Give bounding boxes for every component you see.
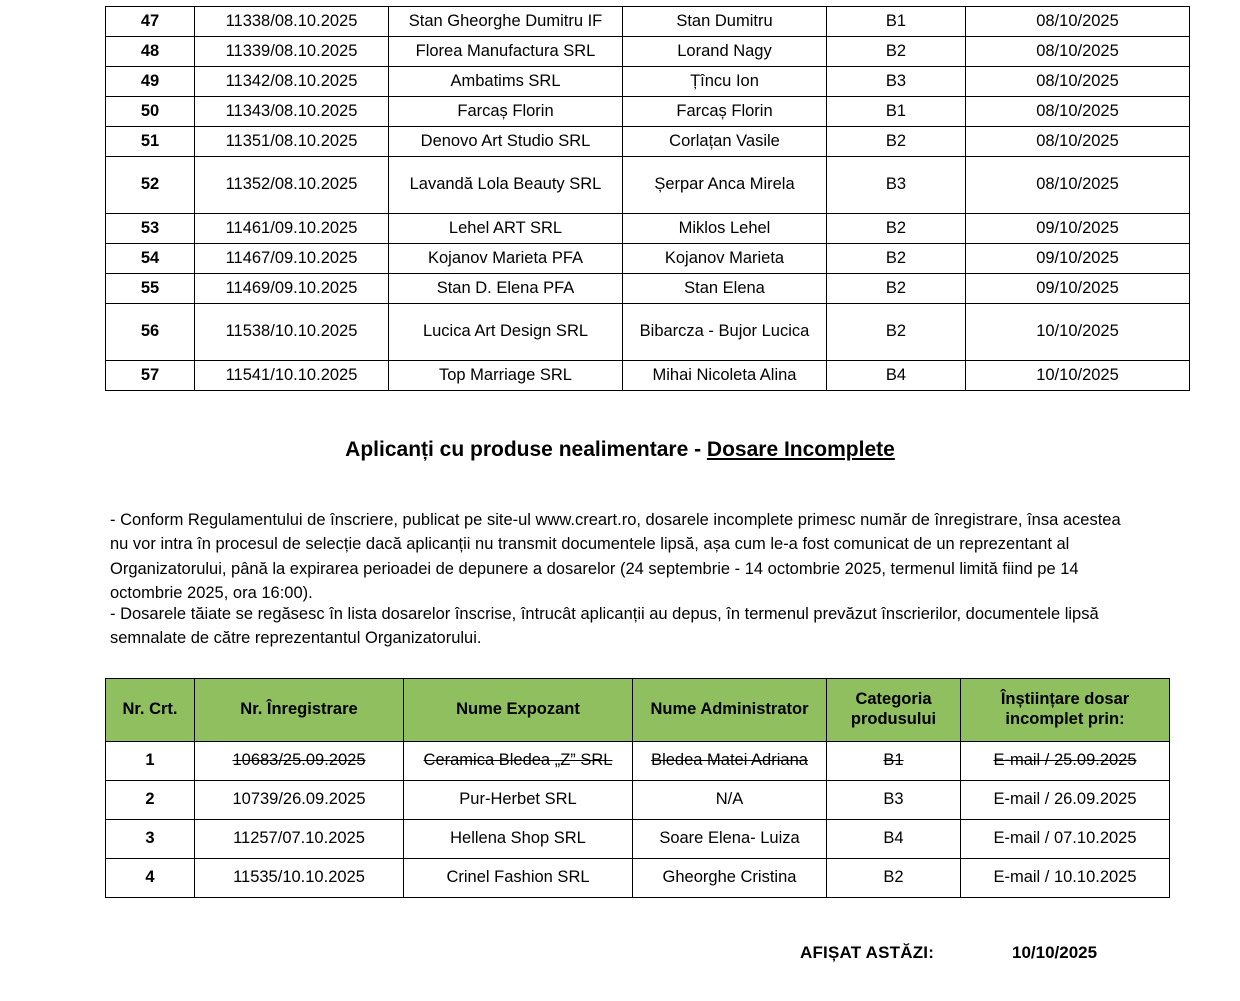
paragraph-regulation-note: - Conform Regulamentului de înscriere, publicat pe site-ul www.creart.ro, dosarele incomplete primesc număr de înregistrare, însa acestea nu vor intra în procesul de selecție dacă aplicanții nu transmit documentele lipsă, așa cum le-a fost comunicat de un reprezentant al Organizatorului, până la expirarea perioadei de depunere a dosarelor (24 septembrie - 14 octombrie 2025, termenul limită fiind pe 14 octombrie 2025, ora 16:00). [110, 511, 1121, 602]
incomplete-files-table [105, 678, 1170, 898]
cell-category: B1 [827, 7, 966, 37]
cell-exhibitor-name: Florea Manufactura SRL [389, 37, 623, 67]
cell-registration-number: 11538/10.10.2025 [195, 304, 389, 361]
incomplete-files-body [106, 742, 1170, 898]
cell-date: 10/10/2025 [966, 361, 1190, 391]
cell-nr: 3 [106, 820, 195, 859]
header-administrator-name: Nume Administrator [633, 679, 827, 742]
posted-today-date: 10/10/2025 [1012, 943, 1098, 962]
cell-nr: 56 [106, 304, 195, 361]
table-row [106, 97, 1190, 127]
section-title-underlined: Dosare Incomplete [706, 438, 895, 461]
cell-date: 09/10/2025 [966, 274, 1190, 304]
cell-administrator-name: Țîncu Ion [623, 67, 827, 97]
header-category: Categoria produsului [827, 679, 961, 742]
cell-category: B4 [827, 361, 966, 391]
cell-date: 09/10/2025 [966, 214, 1190, 244]
cell-nr: 47 [106, 7, 195, 37]
cell-date: 09/10/2025 [966, 244, 1190, 274]
incomplete-files-header [106, 679, 1170, 742]
cell-registration-number: 11338/08.10.2025 [195, 7, 389, 37]
header-nr: Nr. Crt. [106, 679, 195, 742]
cell-date: 08/10/2025 [966, 37, 1190, 67]
cell-notification: E-mail / 07.10.2025 [961, 820, 1170, 859]
cell-administrator-name: Bledea Matei Adriana [633, 742, 827, 781]
cell-exhibitor-name: Ambatims SRL [389, 67, 623, 97]
cell-nr: 55 [106, 274, 195, 304]
cell-nr: 57 [106, 361, 195, 391]
cell-administrator-name: Mihai Nicoleta Alina [623, 361, 827, 391]
cell-administrator-name: N/A [633, 781, 827, 820]
section-title [0, 438, 1240, 462]
table-row [106, 37, 1190, 67]
cell-category: B2 [827, 214, 966, 244]
cell-category: B2 [827, 304, 966, 361]
cell-nr: 52 [106, 157, 195, 214]
cell-administrator-name: Stan Dumitru [623, 7, 827, 37]
cell-registration-number: 10739/26.09.2025 [195, 781, 404, 820]
cell-exhibitor-name: Pur-Herbet SRL [404, 781, 633, 820]
cell-category: B3 [827, 67, 966, 97]
cell-exhibitor-name: Top Marriage SRL [389, 361, 623, 391]
cell-nr: 51 [106, 127, 195, 157]
cell-nr: 49 [106, 67, 195, 97]
cell-exhibitor-name: Kojanov Marieta PFA [389, 244, 623, 274]
cell-registration-number: 11352/08.10.2025 [195, 157, 389, 214]
cell-exhibitor-name: Lehel ART SRL [389, 214, 623, 244]
cell-registration-number: 11257/07.10.2025 [195, 820, 404, 859]
cell-nr: 54 [106, 244, 195, 274]
cell-exhibitor-name: Ceramica Bledea „Z” SRL [404, 742, 633, 781]
cell-nr: 50 [106, 97, 195, 127]
cell-administrator-name: Stan Elena [623, 274, 827, 304]
table-row [106, 244, 1190, 274]
table-row [106, 127, 1190, 157]
cell-date: 10/10/2025 [966, 304, 1190, 361]
table-row [106, 7, 1190, 37]
table-row [106, 781, 1170, 820]
cell-category: B2 [827, 37, 966, 67]
cell-exhibitor-name: Stan Gheorghe Dumitru IF [389, 7, 623, 37]
cell-registration-number: 11469/09.10.2025 [195, 274, 389, 304]
cell-notification: E-mail / 10.10.2025 [961, 859, 1170, 898]
cell-administrator-name: Bibarcza - Bujor Lucica [623, 304, 827, 361]
cell-registration-number: 10683/25.09.2025 [195, 742, 404, 781]
cell-category: B3 [827, 157, 966, 214]
table-row [106, 742, 1170, 781]
table-row [106, 67, 1190, 97]
cell-registration-number: 11342/08.10.2025 [195, 67, 389, 97]
cell-administrator-name: Miklos Lehel [623, 214, 827, 244]
cell-registration-number: 11339/08.10.2025 [195, 37, 389, 67]
table-row [106, 859, 1170, 898]
cell-date: 08/10/2025 [966, 97, 1190, 127]
cell-notification: E-mail / 25.09.2025 [961, 742, 1170, 781]
cell-nr: 53 [106, 214, 195, 244]
cell-exhibitor-name: Farcaș Florin [389, 97, 623, 127]
table-row [106, 304, 1190, 361]
cell-category: B2 [827, 244, 966, 274]
cell-registration-number: 11535/10.10.2025 [195, 859, 404, 898]
registered-applicants-body [106, 7, 1190, 391]
cell-nr: 4 [106, 859, 195, 898]
cell-nr: 2 [106, 781, 195, 820]
cell-nr: 48 [106, 37, 195, 67]
cell-notification: E-mail / 26.09.2025 [961, 781, 1170, 820]
cell-exhibitor-name: Stan D. Elena PFA [389, 274, 623, 304]
cell-category: B1 [827, 742, 961, 781]
cell-date: 08/10/2025 [966, 67, 1190, 97]
cell-administrator-name: Lorand Nagy [623, 37, 827, 67]
header-exhibitor-name: Nume Expozant [404, 679, 633, 742]
cell-administrator-name: Șerpar Anca Mirela [623, 157, 827, 214]
paragraph-struck-note: - Dosarele tăiate se regăsesc în lista dosarelor înscrise, întrucât aplicanții au depus, în termenul prevăzut înscrierilor, documentele lipsă semnalate de către reprezentantul Organizatorului. [110, 605, 1099, 648]
header-notification: Înștiințare dosar incomplet prin: [961, 679, 1170, 742]
section-title-plain: Aplicanți cu produse nealimentare - [345, 438, 707, 461]
cell-nr: 1 [106, 742, 195, 781]
table-row [106, 157, 1190, 214]
cell-administrator-name: Kojanov Marieta [623, 244, 827, 274]
cell-exhibitor-name: Lucica Art Design SRL [389, 304, 623, 361]
cell-administrator-name: Soare Elena- Luiza [633, 820, 827, 859]
cell-date: 08/10/2025 [966, 7, 1190, 37]
cell-category: B3 [827, 781, 961, 820]
cell-registration-number: 11351/08.10.2025 [195, 127, 389, 157]
cell-administrator-name: Gheorghe Cristina [633, 859, 827, 898]
cell-registration-number: 11343/08.10.2025 [195, 97, 389, 127]
table-header-row [106, 679, 1170, 742]
cell-category: B4 [827, 820, 961, 859]
cell-category: B2 [827, 127, 966, 157]
cell-exhibitor-name: Denovo Art Studio SRL [389, 127, 623, 157]
cell-registration-number: 11541/10.10.2025 [195, 361, 389, 391]
table-row [106, 361, 1190, 391]
table-row [106, 214, 1190, 244]
cell-exhibitor-name: Lavandă Lola Beauty SRL [389, 157, 623, 214]
cell-registration-number: 11467/09.10.2025 [195, 244, 389, 274]
cell-date: 08/10/2025 [966, 157, 1190, 214]
cell-exhibitor-name: Hellena Shop SRL [404, 820, 633, 859]
cell-exhibitor-name: Crinel Fashion SRL [404, 859, 633, 898]
table-row [106, 274, 1190, 304]
cell-administrator-name: Farcaș Florin [623, 97, 827, 127]
registered-applicants-table [105, 6, 1190, 391]
table-row [106, 820, 1170, 859]
header-registration-number: Nr. Înregistrare [195, 679, 404, 742]
cell-category: B2 [827, 274, 966, 304]
cell-category: B2 [827, 859, 961, 898]
cell-administrator-name: Corlațan Vasile [623, 127, 827, 157]
cell-registration-number: 11461/09.10.2025 [195, 214, 389, 244]
cell-date: 08/10/2025 [966, 127, 1190, 157]
posted-today-label: AFIȘAT ASTĂZI: [800, 943, 935, 962]
cell-category: B1 [827, 97, 966, 127]
